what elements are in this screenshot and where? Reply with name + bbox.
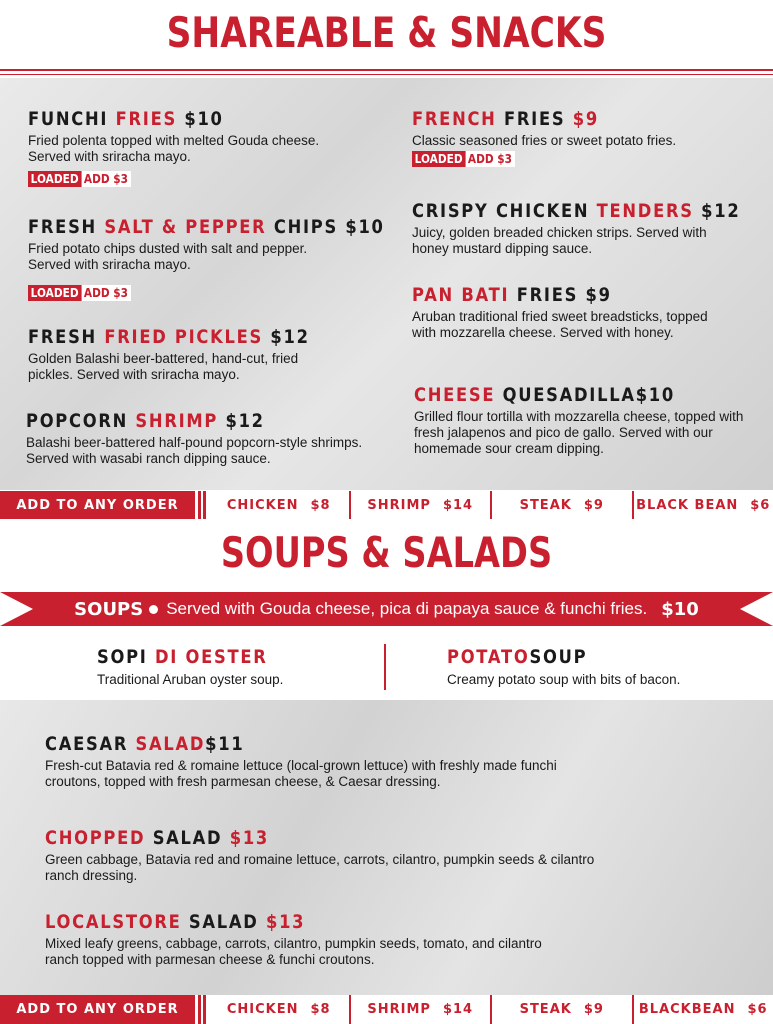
item-name: CHOPPED SALAD $13: [45, 827, 270, 849]
menu-item-french-fries: [412, 108, 752, 168]
item-name: POPCORN SHRIMP $12: [26, 410, 265, 432]
add-to-order-label: ADD TO ANY ORDER: [0, 995, 195, 1024]
item-description: Juicy, golden breaded chicken strips. Served with honey mustard dipping sauce.: [412, 225, 707, 256]
addon-black-bean: BLACKBEAN $6: [634, 995, 773, 1024]
loaded-addon-badge: LOADED ADD $3: [28, 285, 131, 301]
title-rule-thin: [0, 74, 773, 75]
item-name: FUNCHI FRIES $10: [28, 108, 224, 130]
item-name: LOCALSTORE SALAD $13: [45, 911, 306, 933]
menu-item-cheese-quesadilla: [414, 384, 759, 457]
item-description: Mixed leafy greens, cabbage, carrots, cilantro, pumpkin seeds, tomato, and cilantro ranch topped with parmesan cheese & funchi croutons.: [45, 936, 542, 967]
item-name: FRENCH FRIES $9: [412, 108, 599, 130]
loaded-addon-badge: LOADED ADD $3: [28, 171, 131, 187]
item-description: Fried potato chips dusted with salt and pepper. Served with sriracha mayo.: [28, 241, 308, 272]
item-name: PAN BATI FRIES $9: [412, 284, 612, 306]
section-title-shareable: SHAREABLE & SNACKS: [166, 8, 607, 57]
menu-item-funchi-fries: [28, 108, 358, 188]
soups-ribbon: [0, 592, 773, 626]
salad-item-localstore: [45, 911, 645, 968]
item-description: Grilled flour tortilla with mozzarella cheese, topped with fresh jalapenos and pico de gallo. Served with our homemade sour cream dipping.: [414, 409, 744, 456]
menu-item-chicken-tenders: [412, 200, 752, 257]
add-to-order-bar-bottom: [0, 995, 773, 1024]
add-to-order-label: ADD TO ANY ORDER: [0, 491, 195, 519]
soup-item-sopi-di-oester: [97, 646, 295, 687]
item-name: CRISPY CHICKEN TENDERS $12: [412, 200, 741, 222]
item-name: CHEESE QUESADILLA$10: [414, 384, 675, 406]
item-name: POTATOSOUP: [447, 646, 588, 668]
addon-shrimp: SHRIMP $14: [351, 995, 493, 1024]
item-description: Golden Balashi beer-battered, hand-cut, fried pickles. Served with sriracha mayo.: [28, 351, 299, 382]
addon-black-bean: BLACK BEAN $6: [634, 491, 773, 519]
item-description: Fried polenta topped with melted Gouda cheese. Served with sriracha mayo.: [28, 133, 320, 164]
item-description: Green cabbage, Batavia red and romaine lettuce, carrots, cilantro, pumpkin seeds & cilantro ranch dressing.: [45, 852, 595, 883]
item-description: Fresh-cut Batavia red & romaine lettuce (local-grown lettuce) with freshly made funchi croutons, topped with fresh parmesan cheese, & Caesar dressing.: [45, 758, 557, 789]
salad-item-caesar: [45, 733, 645, 790]
bar-separator: [195, 995, 209, 1024]
item-description: Balashi beer-battered half-pound popcorn-style shrimps. Served with wasabi ranch dipping sauce.: [26, 435, 363, 466]
ribbon-price: $10: [661, 598, 699, 620]
menu-item-fried-pickles: [28, 326, 358, 383]
addon-chicken: CHICKEN $8: [209, 995, 351, 1024]
soup-divider: [384, 644, 386, 690]
item-description: Creamy potato soup with bits of bacon.: [447, 672, 681, 687]
ribbon-text: Served with Gouda cheese, pica di papaya sauce & funchi fries.: [166, 599, 648, 618]
item-description: Classic seasoned fries or sweet potato fries.: [412, 133, 677, 148]
salad-item-chopped: [45, 827, 645, 884]
menu-item-salt-pepper-chips: [28, 216, 388, 302]
menu-item-popcorn-shrimp: [26, 410, 376, 467]
menu-item-pan-bati-fries: [412, 284, 752, 341]
addon-steak: STEAK $9: [492, 995, 634, 1024]
add-to-order-bar: [0, 491, 773, 519]
addon-steak: STEAK $9: [492, 491, 634, 519]
addon-shrimp: SHRIMP $14: [351, 491, 493, 519]
item-description: Traditional Aruban oyster soup.: [97, 672, 284, 687]
ribbon-label: SOUPS: [74, 598, 144, 620]
title-rule: [0, 69, 773, 71]
soup-item-potato-soup: [447, 646, 680, 687]
item-description: Aruban traditional fried sweet breadsticks, topped with mozzarella cheese. Served with honey.: [412, 309, 708, 340]
item-name: SOPI DI OESTER: [97, 646, 268, 668]
bar-separator: [195, 491, 209, 519]
item-name: FRESH FRIED PICKLES $12: [28, 326, 310, 348]
addon-chicken: CHICKEN $8: [209, 491, 351, 519]
item-name: FRESH SALT & PEPPER CHIPS $10: [28, 216, 385, 238]
item-name: CAESAR SALAD$11: [45, 733, 245, 755]
section-title-soups-salads: SOUPS & SALADS: [220, 528, 553, 577]
bullet-icon: [149, 605, 158, 614]
loaded-addon-badge: LOADED ADD $3: [412, 151, 515, 167]
